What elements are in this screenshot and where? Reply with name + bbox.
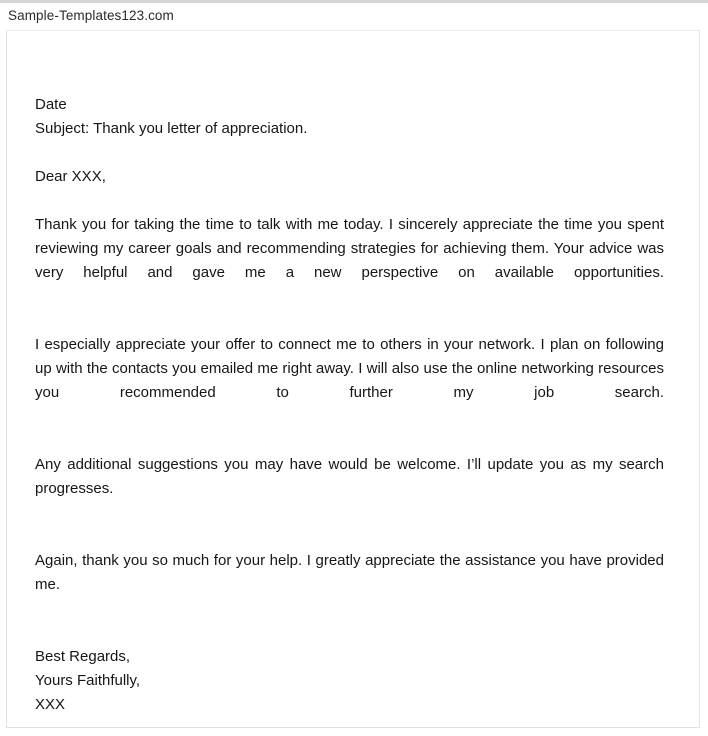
date-label: Date [35,96,67,113]
letter-body [35,93,664,717]
body-paragraph: Thank you for taking the time to talk with me today. I sincerely appreciate the time you spent reviewing my career goals and recommending strategies for achieving them. Your advice was very helpful and gave me a new perspective on available opportunities. [35,216,664,281]
spacer [35,309,664,333]
spacer [35,141,664,165]
watermark-band [0,3,708,30]
salutation [35,165,664,189]
body-paragraph: Again, thank you so much for your help. I greatly appreciate the assistance you have provided me. [35,552,664,593]
document-sheet [6,30,700,728]
spacer [35,525,664,549]
letter-header [35,93,664,141]
salutation-text: Dear XXX, [35,168,106,185]
closing-block [35,645,664,717]
spacer [35,621,664,645]
spacer [35,189,664,213]
closing-line-best-regards: Best Regards, [35,648,131,665]
body-paragraph: Any additional suggestions you may have would be welcome. I’ll update you as my search progresses. [35,456,664,497]
body-paragraph: I especially appreciate your offer to connect me to others in your network. I plan on following up with the contacts you emailed me right away. I will also use the online networking resources you recommended to further my job search. [35,336,664,401]
signature-name: XXX [35,696,66,713]
spacer [35,429,664,453]
closing-line-yours-faithfully: Yours Faithfully, [35,672,141,689]
subject-line: Subject: Thank you letter of appreciation. [35,120,308,137]
site-watermark: Sample-Templates123.com [8,8,174,23]
